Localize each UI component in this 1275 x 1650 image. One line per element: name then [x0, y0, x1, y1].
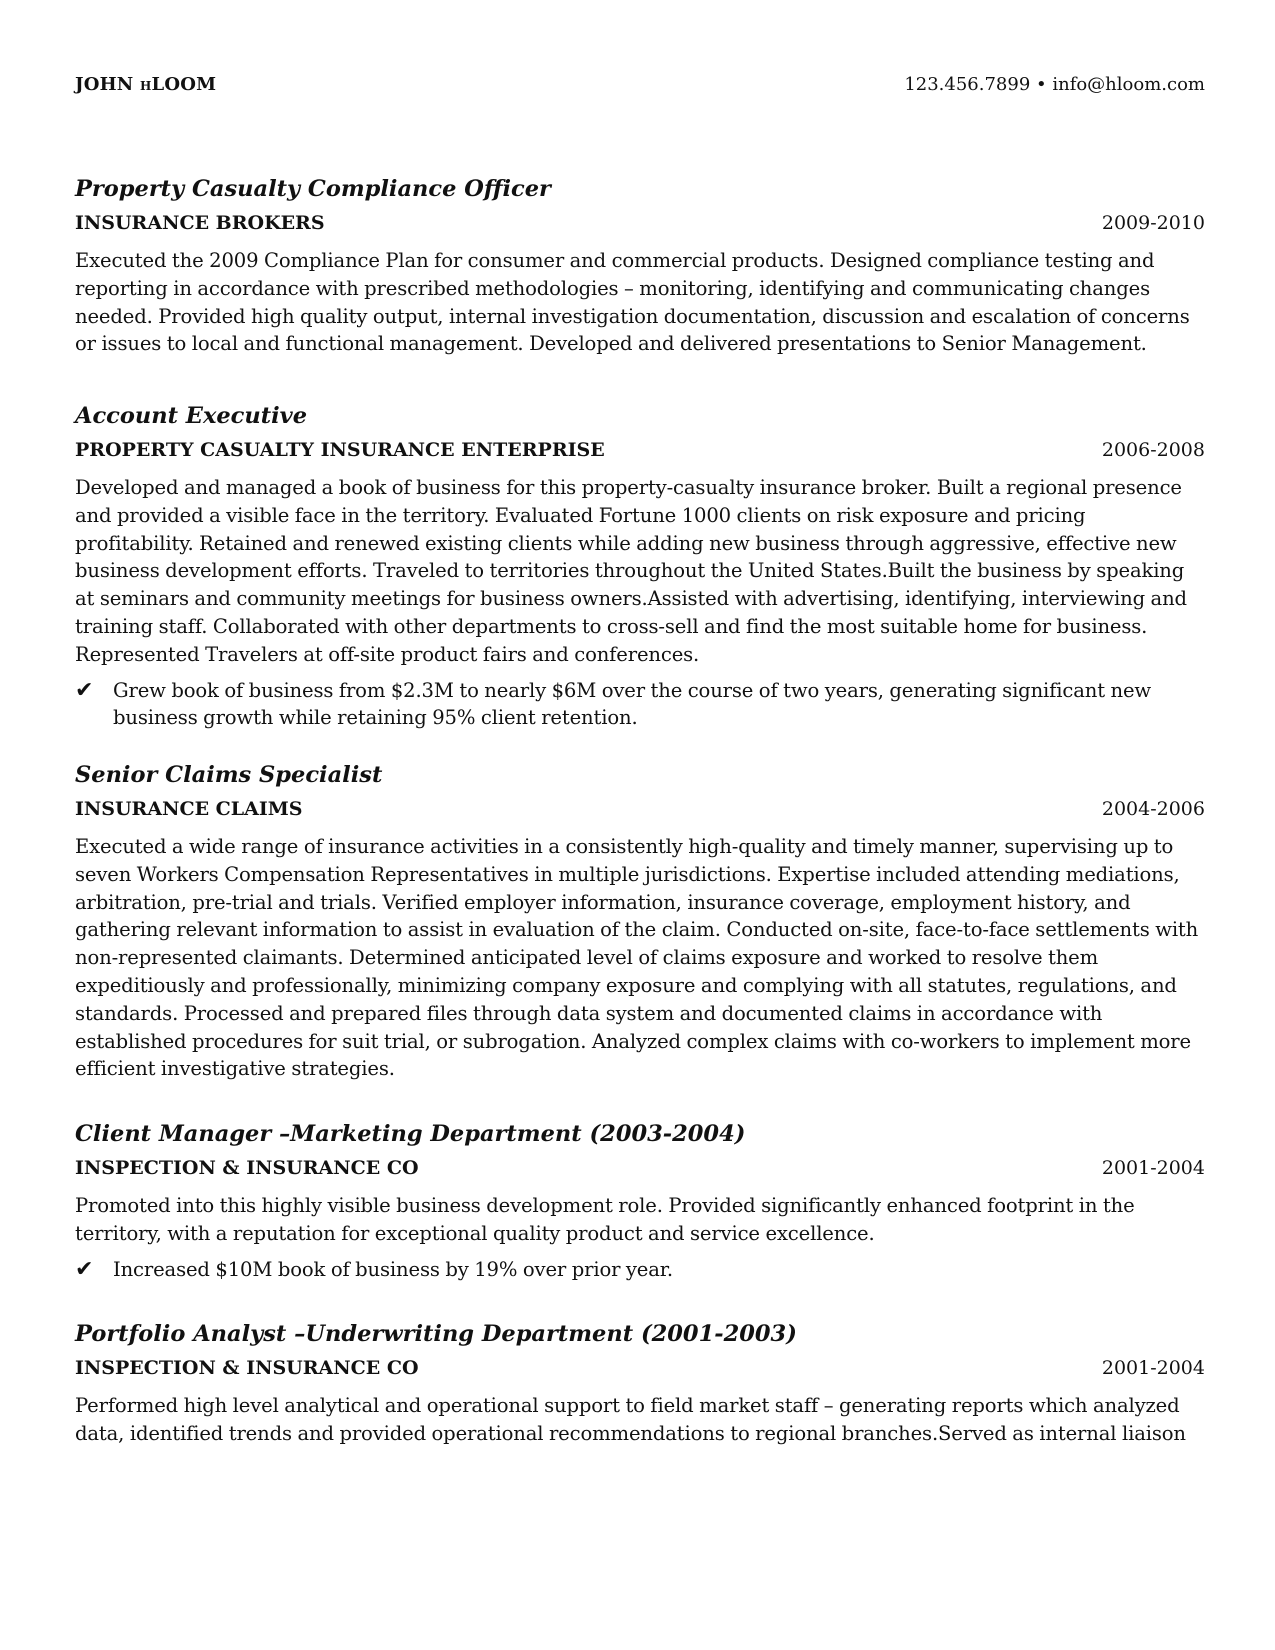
job-title: Senior Claims Specialist	[75, 762, 383, 788]
job-title: Property Casualty Compliance Officer	[75, 176, 551, 202]
company-row	[75, 438, 1205, 462]
job-description: Executed the 2009 Compliance Plan for consumer and commercial products. Designed compliance testing and reporting in accordance with prescribed methodologies – monitoring, identifying and communicating changes needed. Provided high quality output, internal investigation documentation, discussion and escalation of concerns or issues to local and functional management. Developed and delivered presentations to Senior Management.	[75, 249, 1190, 356]
achievement-bullet	[75, 1256, 1205, 1284]
bullet-text: Increased $10M book of business by 19% over prior year.	[113, 1257, 673, 1281]
company-name: INSURANCE BROKERS	[75, 212, 325, 234]
company-name: INSPECTION & INSURANCE CO	[75, 1357, 419, 1379]
company-name: INSPECTION & INSURANCE CO	[75, 1157, 419, 1179]
company-name: PROPERTY CASUALTY INSURANCE ENTERPRISE	[75, 439, 605, 461]
candidate-name: JOHN HLOOM	[75, 74, 217, 95]
job-entry	[75, 1320, 1205, 1448]
job-dates: 2001-2004	[1101, 1357, 1205, 1379]
checkmark-icon: ✔	[75, 1256, 94, 1282]
job-description: Developed and managed a book of business for this property-casualty insurance broker. Built a regional presence and provided a visible face in the territory. Evaluated Fortune 1000 clients on risk exposure and pricing profitability. Retained and renewed existing clients while adding new business through aggressive, effective new business development efforts. Traveled to territories throughout the United States.Built the business by speaking at seminars and community meetings for business owners.Assisted with advertising, identifying, interviewing and training staff. Collaborated with other departments to cross-sell and find the most suitable home for business. Represented Travelers at off-site product fairs and conferences.	[75, 476, 1187, 666]
bullet-text: Grew book of business from $2.3M to nearly $6M over the course of two years, generating significant new business growth while retaining 95% client retention.	[113, 678, 1152, 730]
job-entry	[75, 761, 1205, 1083]
job-description: Performed high level analytical and operational support to field market staff – generating reports which analyzed data, identified trends and provided operational recommendations to regional branches.Served as internal liaison	[75, 1394, 1186, 1445]
name-small-capital: H	[139, 79, 152, 93]
job-entry	[75, 1120, 1205, 1283]
achievement-bullet	[75, 677, 1205, 733]
job-description: Executed a wide range of insurance activities in a consistently high-quality and timely manner, supervising up to seven Workers Compensation Representatives in multiple jurisdictions. Expertise included attending mediations, arbitration, pre-trial and trials. Verified employer information, insurance coverage, employment history, and gathering relevant information to assist in evaluation of the claim. Conducted on-site, face-to-face settlements with non-represented claimants. Determined anticipated level of claims exposure and worked to resolve them expeditiously and professionally, minimizing company exposure and complying with all statutes, regulations, and standards. Processed and prepared files through data system and documented claims in accordance with established procedures for suit trial, or subrogation. Analyzed complex claims with co-workers to implement more efficient investigative strategies.	[75, 835, 1199, 1081]
job-dates: 2006-2008	[1101, 439, 1205, 461]
company-row	[75, 1156, 1205, 1180]
company-row	[75, 1356, 1205, 1380]
job-title: Portfolio Analyst –Underwriting Department (2001-2003)	[75, 1321, 797, 1347]
job-entry	[75, 402, 1205, 732]
company-name: INSURANCE CLAIMS	[75, 798, 303, 820]
company-row	[75, 797, 1205, 821]
job-dates: 2004-2006	[1101, 798, 1205, 820]
resume-header	[75, 73, 1205, 98]
job-description: Promoted into this highly visible business development role. Provided significantly enhanced footprint in the territory, with a reputation for exceptional quality product and service excellence.	[75, 1194, 1135, 1245]
contact-info: 123.456.7899 • info@hloom.com	[904, 74, 1205, 95]
job-title: Account Executive	[75, 403, 308, 429]
checkmark-icon: ✔	[75, 677, 94, 703]
job-entry	[75, 175, 1205, 358]
company-row	[75, 211, 1205, 235]
job-dates: 2009-2010	[1101, 212, 1205, 234]
job-dates: 2001-2004	[1101, 1157, 1205, 1179]
job-title: Client Manager –Marketing Department (2003-2004)	[75, 1121, 746, 1147]
